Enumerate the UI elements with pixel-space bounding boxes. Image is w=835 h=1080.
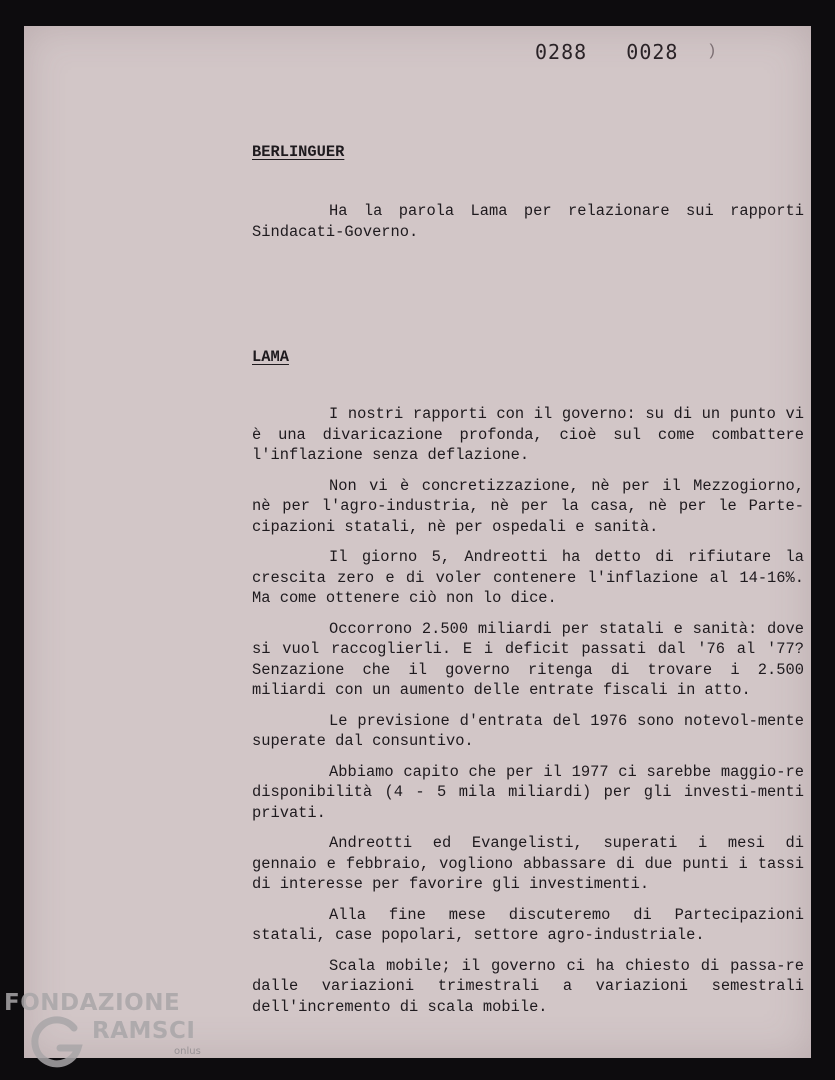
speaker-heading-lama: LAMA	[252, 348, 289, 366]
logo-suffix: onlus	[174, 1046, 201, 1057]
paragraph: Non vi è concretizzazione, nè per il Mezzogiorno, nè per l'agro-industria, nè per la casa, nè per le Parte-cipazioni statali, nè per ospedali e sanità.	[252, 476, 804, 536]
paragraph: Il giorno 5, Andreotti ha detto di rifiutare la crescita zero e di voler contenere l'inflazione al 14-16%. Ma come ottenere ciò non lo dice.	[252, 548, 804, 607]
document-page	[24, 26, 811, 1058]
paragraph: Abbiamo capito che per il 1977 ci sarebbe maggio-re disponibilità (4 - 5 mila miliardi) per gli investi-menti privati.	[252, 762, 804, 822]
g-logo-icon	[30, 1014, 86, 1070]
paragraph: Andreotti ed Evangelisti, superati i mesi di gennaio e febbraio, vogliono abbassare di due punti i tassi di interesse per favorire gli investimenti.	[252, 834, 804, 893]
archive-number: 0288 0028	[535, 40, 679, 64]
logo-text-line2: RAMSCI	[92, 1018, 196, 1044]
paragraph: Scala mobile; il governo ci ha chiesto di passa-re dalle variazioni trimestrali a variazioni semestrali dell'incremento di scala mobile.	[252, 956, 804, 1016]
speech-berlinguer	[252, 201, 804, 252]
logo-text-line1: FONDAZIONE	[4, 990, 181, 1016]
speech-lama	[252, 404, 804, 1027]
fondazione-gramsci-logo	[4, 990, 214, 1070]
speaker-heading-berlinguer: BERLINGUER	[252, 143, 345, 161]
paragraph: Alla fine mese discuteremo di Partecipazioni statali, case popolari, settore agro-industriale.	[252, 905, 804, 944]
paragraph: I nostri rapporti con il governo: su di un punto vi è una divaricazione profonda, cioè sul come combattere l'inflazione senza deflazione.	[252, 405, 804, 464]
archive-mark: )	[707, 42, 717, 60]
paragraph: Le previsione d'entrata del 1976 sono notevol-mente superate dal consuntivo.	[252, 711, 804, 750]
paragraph: Occorrono 2.500 miliardi per statali e sanità: dove si vuol raccoglierli. E i deficit passati dal '76 al '77? Senzazione che il governo ritenga di trovare i 2.500 miliardi con un aumento delle entrate fiscali in atto.	[252, 619, 804, 699]
paragraph: Ha la parola Lama per relazionare sui rapporti Sindacati-Governo.	[252, 202, 804, 241]
